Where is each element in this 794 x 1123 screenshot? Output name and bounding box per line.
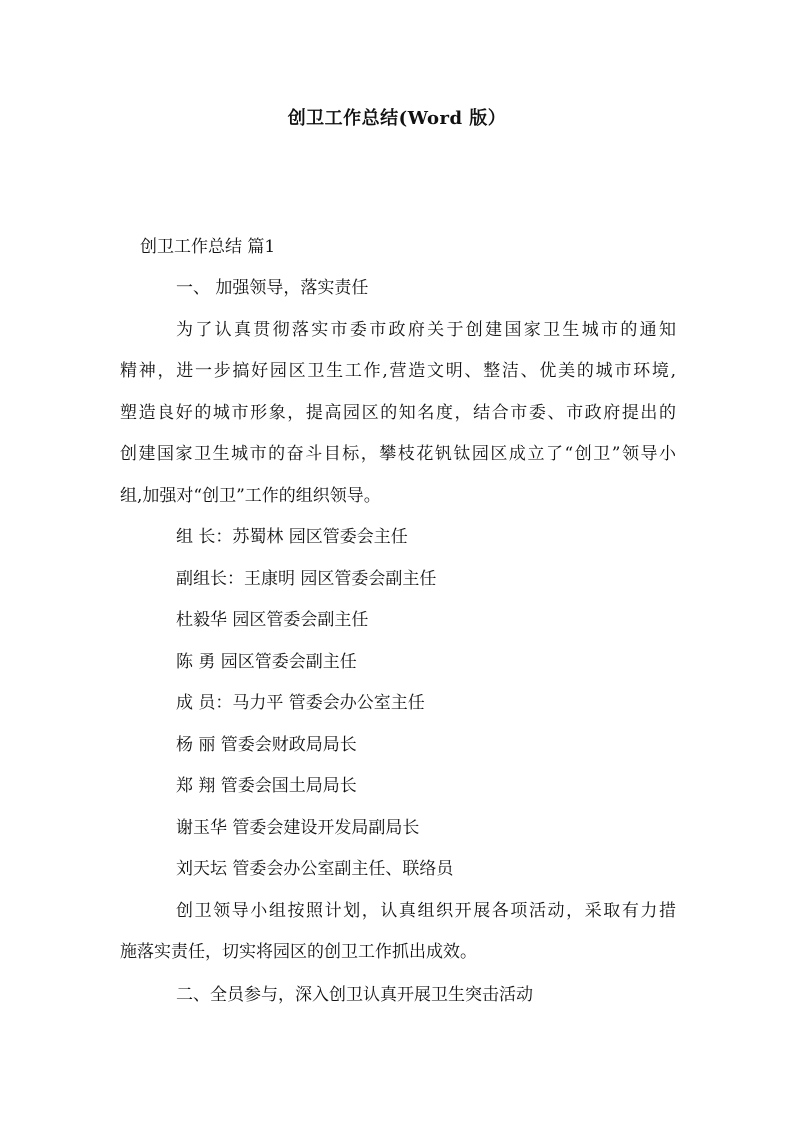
paragraph-1-line-2: 精神，进一步搞好园区卫生工作,营造文明、整洁、优美的城市环境, xyxy=(120,361,676,381)
heading-1: 一、 加强领导，落实责任 xyxy=(176,278,369,298)
member-line: 郑 翔 管委会国土局局长 xyxy=(176,776,357,796)
section-label: 创卫工作总结 篇1 xyxy=(140,237,276,257)
member-line: 组 长：苏蜀林 园区管委会主任 xyxy=(176,527,408,547)
member-line: 杨 丽 管委会财政局局长 xyxy=(176,735,357,755)
paragraph-1-line-4: 创建国家卫生城市的奋斗目标，攀枝花钒钛园区成立了“创卫”领导小 xyxy=(120,444,676,464)
member-line: 刘天坛 管委会办公室副主任、联络员 xyxy=(176,859,454,879)
member-line: 谢玉华 管委会建设开发局副局长 xyxy=(176,818,420,838)
member-line: 副组长：王康明 园区管委会副主任 xyxy=(176,569,437,589)
heading-2: 二、全员参与，深入创卫认真开展卫生突击活动 xyxy=(176,985,533,1005)
paragraph-1-line-3: 塑造良好的城市形象，提高园区的知名度，结合市委、市政府提出的 xyxy=(120,403,676,423)
paragraph-1-line-1: 为了认真贯彻落实市委市政府关于创建国家卫生城市的通知 xyxy=(176,320,676,340)
paragraph-1-line-5: 组,加强对“创卫”工作的组织领导。 xyxy=(120,486,381,506)
member-line: 成 员：马力平 管委会办公室主任 xyxy=(176,693,425,713)
paragraph-2-line-2: 施落实责任，切实将园区的创卫工作抓出成效。 xyxy=(120,942,477,962)
paragraph-2-line-1: 创卫领导小组按照计划，认真组织开展各项活动，采取有力措 xyxy=(176,901,676,921)
document-title: 创卫工作总结(Word 版） xyxy=(287,108,507,129)
member-line: 杜毅华 园区管委会副主任 xyxy=(176,610,369,630)
member-line: 陈 勇 园区管委会副主任 xyxy=(176,652,357,672)
